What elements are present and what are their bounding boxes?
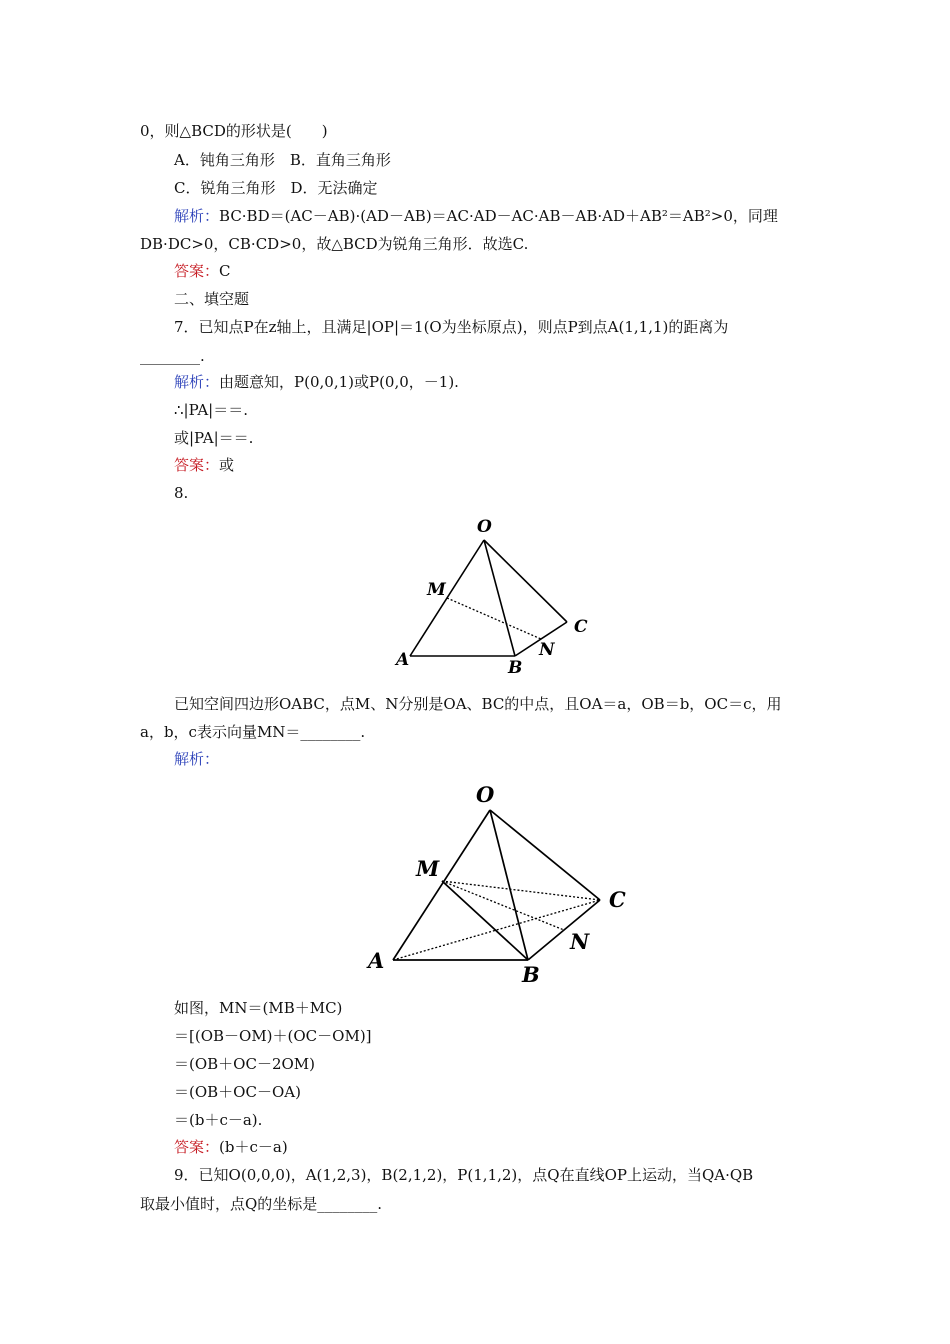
q8-number: 8. [174,484,189,502]
answer-label: 答案： [174,1138,220,1156]
q7-stem-line-2: ________. [140,347,205,365]
analysis-label: 解析： [174,207,220,225]
q7-analysis-line-1 [174,372,459,392]
edge-ob [490,810,528,960]
answer-value: 或 [219,456,235,474]
section-title: 二、填空题 [174,290,250,308]
label-o: O [476,782,495,807]
q8-stem-line-1: 已知空间四边形OABC，点M、N分别是OA、BC的中点，且OA＝a，OB＝b，OC＝c，用 [174,695,782,713]
q7-stem-line-1: 7．已知点P在z轴上，且满足|OP|＝1(O为坐标原点)，则点P到点A(1,1,1)的距离为 [174,318,729,336]
q8-stem-line-2: a，b，c表示向量MN＝________. [140,723,366,741]
q8-step-4: ＝(OB＋OC－OA) [174,1083,301,1101]
q9-stem-line-2: 取最小值时，点Q的坐标是________. [140,1195,383,1213]
q6-stem: 0，则△BCD的形状是( ) [140,122,328,140]
tetrahedron-figure-1 [380,508,610,680]
label-n: N [570,929,590,954]
q8-step-3: ＝(OB＋OC－2OM) [174,1055,315,1073]
answer-value: C [219,262,231,280]
label-c: C [574,617,588,637]
q9-stem-line-1: 9．已知O(0,0,0)，A(1,2,3)，B(2,1,2)，P(1,1,2)，点Q在直线OP上运动，当QA·QB [174,1166,754,1184]
q7-answer [174,455,234,475]
q6-options-ab: A．钝角三角形 B．直角三角形 [174,151,391,169]
segment-mn [447,598,541,639]
q6-answer [174,261,231,281]
label-b: B [522,962,540,987]
q8-step-2: ＝[(OB－OM)＋(OC－OM)] [174,1027,372,1045]
label-m: M [416,856,440,881]
q8-step-1: 如图，MN＝(MB＋MC) [174,999,343,1017]
tetrahedron-figure-2 [360,778,640,988]
answer-label: 答案： [174,262,220,280]
label-o: O [477,517,492,537]
answer-label: 答案： [174,456,220,474]
edge-oc [484,540,567,622]
q6-analysis-line-2: DB·DC>0，CB·CD>0，故△BCD为锐角三角形．故选C. [140,235,529,253]
label-a: A [368,948,385,973]
q8-analysis-label: 解析： [174,750,220,768]
edge-oc [490,810,600,900]
q6-options-cd: C．锐角三角形 D．无法确定 [174,179,378,197]
edge-ob [484,540,515,656]
q8-step-5: ＝(b＋c－a). [174,1111,263,1129]
analysis-text: 由题意知，P(0,0,1)或P(0,0，－1). [219,373,459,391]
label-m: M [427,580,446,600]
q7-analysis-line-2: ∴|PA|＝＝. [174,401,248,419]
q7-analysis-line-3: 或|PA|＝＝. [174,429,254,447]
q8-answer [174,1137,288,1157]
segment-mb [442,881,528,960]
q6-analysis-line-1 [174,206,778,226]
label-b: B [508,658,523,678]
answer-value: (b＋c－a) [219,1138,288,1156]
label-c: C [609,887,626,912]
analysis-label: 解析： [174,373,220,391]
analysis-text: BC·BD＝(AC－AB)·(AD－AB)＝AC·AD－AC·AB－AB·AD＋AB²＝AB²>0，同理 [219,207,778,225]
label-a: A [396,650,410,670]
label-n: N [539,640,555,660]
